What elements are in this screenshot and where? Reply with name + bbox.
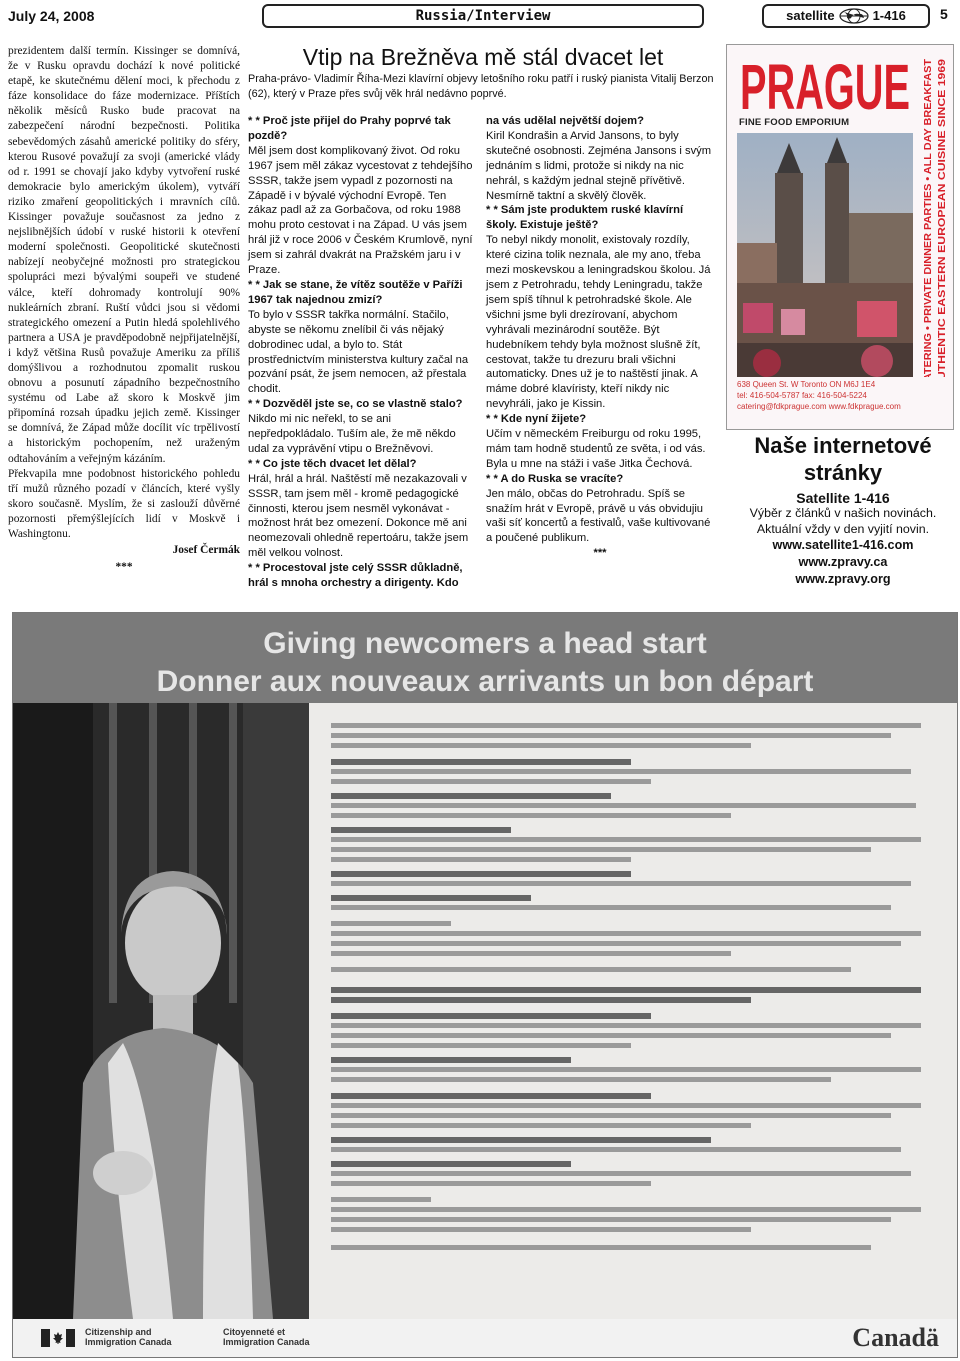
brand-badge [762,4,930,28]
article-lead: Praha-právo- Vladimír Říha-Mezi klavírní objevy letošního roku patří i ruský pianista Vitalij Berzon (62), který v Praze přes svůj věk hrál nedávno poprvé. [248,73,714,100]
interview-question: * * Jak se stane, že vítěz soutěže v Paříži 1967 tak najednou zmizí? [248,278,463,306]
website-box [733,432,953,588]
end-stars: *** [115,561,133,574]
globe-icon [839,8,869,24]
canada-wordmark: Canadä [852,1323,939,1352]
ad-footer-en [85,1327,172,1347]
ad-footer [13,1319,957,1357]
prague-web: catering@fdkprague.com www.fdkprague.com [737,402,901,411]
interview-question: * * Kde nyní žijete? [486,413,587,426]
issue-date: July 24, 2008 [8,8,95,24]
prague-logo [737,49,913,119]
interview-question: * * Co jste těch dvacet let dělal? [248,457,417,470]
prague-side-banner [919,49,949,395]
page-number: 5 [940,6,948,22]
prague-contact: tel: 416-504-5787 fax: 416-504-5224 [737,391,867,400]
interview-answer: Jen málo, občas do Petrohradu. Spíš se snažím hrát v Evropě, právě u vás obvidujiu vaši síť koncertů a festivalů, vaše kultivované a poučené publikum. [486,487,711,545]
canada-flag-icon [41,1329,75,1347]
prague-photo [737,133,913,395]
interview-answer: To nebyl nikdy monolit, existovaly rozdíly, které cizina tolik neznala, ale my ano, třeba mezi moskevskou a leningradskou školou. Já jsem z Petrohradu, tehdy Leningradu, takže jsem spíš tíhnul k petrohradské škole. Ale všichni jsme byli drezírovaní, abychom vyhrávali mezinárodní soutěže. Být hudebníkem tehdy byla možnost slušně žít, cestovat, takže tu drezuru brali všichni automaticky. Dnes už je to naštěstí jinak. A máme dobré klavíristy, kteří nikdy nic nevyhráli, jako je Kissin. [486,234,711,411]
end-stars: *** [593,547,607,560]
interview-answer: Kiril Kondrašin a Arvid Jansons, to byly skutečné osobnosti. Zejména Jansons i svým jednáním s lidmi, protože si nikdy na nic nehrál, s každým jednal stejně přívětivě. Nesmírně taktní a skvělý člověk. [486,129,712,202]
interview-question: * * A do Ruska se vracíte? [486,472,624,485]
interview-answer: Nikdo mi nic neřekl, to se ani nepředpokládalo. Tuším ale, že mě někdo udal za vyprávění vtipu o Brežněvovi. [248,413,456,455]
ad-headline-fr: Donner aux nouveaux arrivants un bon départ [156,665,814,698]
left-column-article [8,44,240,575]
ad-footer-fr [223,1327,310,1347]
website-line: Výběr z článků v našich novinách. [749,506,937,520]
website-url-link[interactable]: www.satellite1-416.com [772,538,914,552]
ad-photo-woman [13,703,309,1319]
prague-subtitle: FINE FOOD EMPORIUM [739,117,850,128]
section-title: Russia/Interview [262,4,704,28]
interview-question: * * Sám jste produktem ruské klavírní školy. Existuje ještě? [486,204,684,232]
prague-logo-text: PRAGUE [740,51,910,119]
website-line: Aktuální vždy v den vyjití novin. [756,521,930,536]
author-name: Josef Čermák [172,544,240,557]
brand-number: 1-416 [872,8,906,23]
ad-headline-en: Giving newcomers a head start [263,627,707,660]
ad-footer-en-line: Immigration Canada [85,1337,172,1347]
website-title: Naše internetové stránky [754,433,932,485]
prague-food-ad [726,44,954,430]
canada-immigration-ad [12,612,958,1358]
ad-body-text [331,723,931,1303]
interview-question: * * Dozvěděl jste se, co se vlastně stalo? [248,398,463,411]
prague-side-text-1: CATERING • PRIVATE DINNER PARTIES • ALL DAY BREAKFAST [923,85,934,389]
website-url-link[interactable]: www.zpravy.ca [798,555,888,569]
prague-address-block [737,377,947,412]
article-column-b [486,114,714,561]
website-url-link[interactable]: www.zpravy.org [795,572,891,586]
ad-footer-fr-line: Citoyenneté et [223,1327,286,1337]
ad-footer-fr-line: Immigration Canada [223,1337,310,1347]
interview-answer: To bylo v SSSR takřka normální. Stačilo, abyste se někomu znelíbil či vás nějaký dobrodinec udal, a bylo to. Stát prostřednictvím ministerstva kultury začal na pozvání psát, že jsem nemocen, až přestala chodit. [248,308,469,396]
brand-name: satellite [786,8,835,23]
interview-question: * * Proč jste přijel do Prahy poprvé tak pozdě? [248,115,451,142]
article-title: Vtip na Brežněva mě stál dvacet let [302,44,664,70]
prague-address: 638 Queen St. W Toronto ON M6J 1E4 [737,380,876,389]
website-subtitle: Satellite 1-416 [796,490,890,506]
article-column-a [248,114,476,591]
left-paragraph: Překvapila mne podobnost historického pohledu tří mužů různého pozadí v článcích, které vyšly skoro současně. Myslím, že si zaslouží důvěrné pozornosti přemýšlejících lidí v Moskvě i Washingtonu. [8,467,240,540]
interview-answer: Hrál, hrál a hrál. Naštěstí mě nezakazovali v SSSR, tam jsem měl - kromě pedagogické činnosti, kterou jsem nesměl vykonávat - možnost hrát bez omezení. Dokonce mě ani neomezovali ohledně repertoáru, takže jsem měl velkou volnost. [248,472,469,560]
ad-footer-en-line: Citizenship and [85,1327,152,1337]
interview-question: * * Procestoval jste celý SSSR důkladně, hrál s mnoha orchestry a dirigenty. Kdo [248,562,463,590]
interview-answer: Měl jsem dost komplikovaný život. Od roku 1967 jsem měl zákaz vycestovat z tehdejšího SSSR, takže jsem vypadl z pozornosti na Západě i v bývalé východní Evropě. Ten zákaz padl až za Gorbačova, od roku 1988 mohu proto cestovat i na Západ. U vás jsem hrál již v roce 2006 v Českém Krumlově, nyní jsem si zahrál dvakrát na Pražském jaru i v Praze. [248,144,473,277]
interview-answer: Učím v německém Freiburgu od roku 1995, mám tam hodně studentů ze světa, i od vás. Byla u mne na stáži i vaše Jitka Čechová. [486,428,706,470]
left-paragraph: prezidentem další termín. Kissinger se domnívá, že v Rusku opravdu dochází k nové politické etapě, ke skutečnému dělení moci, k přechodu z fáze konsolidace do fáze modernizace. Příštích několik měsíců Rusko bude pracovat na zabezpečení národní bezpečnosti. Politika sebevědomých zásahů americké politiky do sféry, kterou Rusové považují za svoji (americké vlády od r. 1991 se chovají jako kdyby vytvoření ruské demokracie bylo americkým úkolem), vytváří riziko zmaření geopolitických i mravních cílů. Kissinger považuje současnost za jedno z nejslibnějších údobí v ruské historii k otevření moderní společnosti. Geopolitické skutečnosti nabízejí neobyčejné možnosti pro strategickou spolupráci mezi bývalými soupeři ve studené válce, kteří dohromady kontrolují 90% nukleárních zbraní. Ruští vůdci jsou si vědomi strategického omezení a Putin hledá spolehlivého partnera a USA je pravděpodobně nejpřijatelnější, i když většina Rusů považuje Ameriku za příliš domýšlivou a rozhodnutou zpomalit ruskou obnovu a posunutí západního bezpečnostního systému od Labe až skoro k Moskvě jim připomíná rozsah úpadku jejich země. Kissinger se domnívá, že Západ může docílit víc trpělivostí a historickým pochopením, než uraženým odtahováním a veřejným kázáním. [8,45,240,465]
interview-question: na vás udělal největší dojem? [486,115,644,127]
prague-side-text-2: AUTHENTIC EASTERN EUROPEAN CUISINE SINCE 1969 [937,119,948,389]
